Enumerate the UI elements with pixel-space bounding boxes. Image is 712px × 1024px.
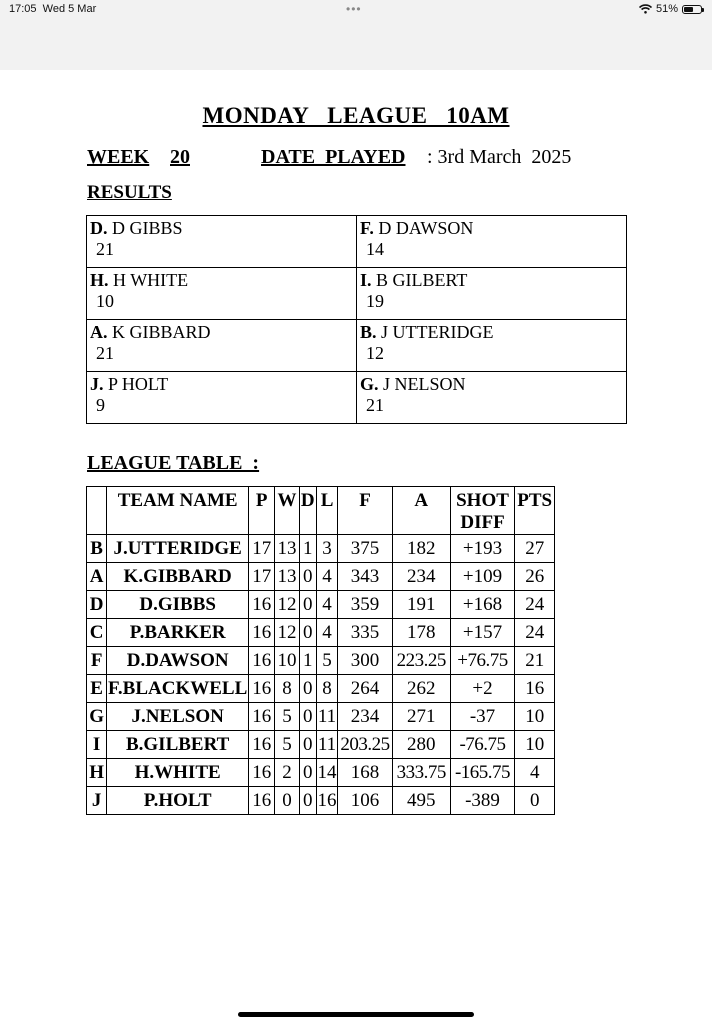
table-row — [87, 535, 555, 563]
cell-diff: +109 — [450, 563, 515, 591]
home-indicator[interactable] — [238, 1012, 474, 1017]
battery-percent: 51% — [655, 3, 678, 15]
cell-l: 14 — [316, 759, 337, 787]
document-title: MONDAY LEAGUE 10AM — [202, 103, 510, 128]
table-row — [87, 759, 555, 787]
cell-pts: 27 — [515, 535, 555, 563]
header-pos — [87, 487, 107, 535]
team-letter: F. — [360, 218, 374, 238]
table-row — [87, 619, 555, 647]
cell-l: 11 — [316, 703, 337, 731]
cell-p: 16 — [249, 731, 275, 759]
header-lost: L — [316, 487, 337, 535]
cell-team: D.DAWSON — [107, 647, 249, 675]
player-score: 19 — [366, 291, 384, 311]
cell-diff: -389 — [450, 787, 515, 815]
cell-f: 203.25 — [338, 731, 393, 759]
cell-w: 2 — [275, 759, 299, 787]
cell-l: 11 — [316, 731, 337, 759]
header-points: PTS — [515, 487, 555, 535]
cell-pts: 24 — [515, 619, 555, 647]
cell-a: 178 — [392, 619, 450, 647]
player-score: 14 — [366, 239, 384, 259]
team-letter: H. — [90, 270, 109, 290]
player-score: 21 — [96, 239, 114, 259]
cell-f: 300 — [338, 647, 393, 675]
status-time: 17:05 Wed 5 Mar — [9, 3, 97, 15]
table-row — [87, 563, 555, 591]
team-letter: G. — [360, 374, 379, 394]
cell-p: 16 — [249, 787, 275, 815]
cell-pts: 0 — [515, 787, 555, 815]
team-letter: A. — [90, 322, 108, 342]
cell-d: 1 — [299, 535, 316, 563]
cell-w: 10 — [275, 647, 299, 675]
league-table-heading: LEAGUE TABLE : — [87, 452, 260, 474]
status-indicators — [639, 3, 702, 15]
cell-a: 223.25 — [392, 647, 450, 675]
header-team-name: TEAM NAME — [107, 487, 249, 535]
table-row — [87, 591, 555, 619]
week-label: WEEK — [87, 146, 150, 168]
player-name: P HOLT — [108, 374, 169, 394]
header-won: W — [275, 487, 299, 535]
league-header-row — [87, 487, 555, 535]
cell-pts: 4 — [515, 759, 555, 787]
cell-a: 280 — [392, 731, 450, 759]
cell-pos: G — [87, 703, 107, 731]
player-name: H WHITE — [113, 270, 189, 290]
cell-pos: C — [87, 619, 107, 647]
cell-p: 16 — [249, 619, 275, 647]
table-row — [87, 703, 555, 731]
cell-w: 13 — [275, 535, 299, 563]
cell-a: 182 — [392, 535, 450, 563]
cell-a: 495 — [392, 787, 450, 815]
cell-pts: 16 — [515, 675, 555, 703]
cell-diff: -165.75 — [450, 759, 515, 787]
cell-d: 0 — [299, 787, 316, 815]
cell-p: 17 — [249, 563, 275, 591]
cell-w: 8 — [275, 675, 299, 703]
result-row — [87, 216, 627, 268]
cell-team: F.BLACKWELL — [107, 675, 249, 703]
cell-w: 5 — [275, 731, 299, 759]
results-table — [86, 215, 627, 424]
cell-d: 0 — [299, 619, 316, 647]
team-letter: D. — [90, 218, 108, 238]
result-away-cell — [357, 320, 627, 372]
cell-l: 3 — [316, 535, 337, 563]
table-row — [87, 787, 555, 815]
player-name: D DAWSON — [378, 218, 474, 238]
cell-f: 359 — [338, 591, 393, 619]
cell-pos: B — [87, 535, 107, 563]
player-score: 9 — [96, 395, 105, 415]
cell-f: 234 — [338, 703, 393, 731]
cell-diff: +193 — [450, 535, 515, 563]
cell-team: P.HOLT — [107, 787, 249, 815]
cell-w: 12 — [275, 591, 299, 619]
cell-pts: 21 — [515, 647, 555, 675]
cell-l: 4 — [316, 591, 337, 619]
table-row — [87, 675, 555, 703]
cell-pos: F — [87, 647, 107, 675]
player-score: 10 — [96, 291, 114, 311]
player-score: 21 — [366, 395, 384, 415]
cell-l: 4 — [316, 619, 337, 647]
header-shot-diff: SHOT DIFF — [450, 487, 515, 535]
result-away-cell — [357, 268, 627, 320]
date-played-label: DATE PLAYED — [261, 146, 406, 168]
date-played-value: : 3rd March 2025 — [427, 146, 572, 168]
multitasking-dots[interactable]: ••• — [346, 2, 362, 16]
cell-d: 0 — [299, 563, 316, 591]
cell-p: 16 — [249, 703, 275, 731]
cell-l: 4 — [316, 563, 337, 591]
cell-w: 0 — [275, 787, 299, 815]
cell-d: 0 — [299, 591, 316, 619]
week-number: 20 — [170, 146, 190, 168]
cell-p: 16 — [249, 647, 275, 675]
cell-d: 1 — [299, 647, 316, 675]
cell-w: 12 — [275, 619, 299, 647]
cell-pos: I — [87, 731, 107, 759]
team-letter: B. — [360, 322, 377, 342]
header-drawn: D — [299, 487, 316, 535]
team-letter: J. — [90, 374, 104, 394]
cell-a: 191 — [392, 591, 450, 619]
cell-pos: A — [87, 563, 107, 591]
cell-l: 8 — [316, 675, 337, 703]
result-home-cell — [87, 320, 357, 372]
result-away-cell — [357, 216, 627, 268]
cell-p: 16 — [249, 591, 275, 619]
cell-team: K.GIBBARD — [107, 563, 249, 591]
cell-l: 5 — [316, 647, 337, 675]
result-home-cell — [87, 268, 357, 320]
cell-d: 0 — [299, 731, 316, 759]
cell-team: B.GILBERT — [107, 731, 249, 759]
cell-w: 13 — [275, 563, 299, 591]
player-name: B GILBERT — [376, 270, 468, 290]
cell-f: 106 — [338, 787, 393, 815]
status-bar — [0, 0, 712, 70]
player-name: K GIBBARD — [112, 322, 211, 342]
cell-f: 343 — [338, 563, 393, 591]
cell-p: 17 — [249, 535, 275, 563]
header-against: A — [392, 487, 450, 535]
cell-pos: H — [87, 759, 107, 787]
cell-team: H.WHITE — [107, 759, 249, 787]
header-played: P — [249, 487, 275, 535]
cell-d: 0 — [299, 759, 316, 787]
cell-pos: E — [87, 675, 107, 703]
cell-diff: -37 — [450, 703, 515, 731]
table-row — [87, 647, 555, 675]
player-score: 12 — [366, 343, 384, 363]
result-home-cell — [87, 372, 357, 424]
cell-f: 168 — [338, 759, 393, 787]
cell-diff: +157 — [450, 619, 515, 647]
cell-a: 262 — [392, 675, 450, 703]
cell-team: J.UTTERIDGE — [107, 535, 249, 563]
table-row — [87, 731, 555, 759]
player-name: J UTTERIDGE — [381, 322, 494, 342]
cell-team: P.BARKER — [107, 619, 249, 647]
cell-p: 16 — [249, 675, 275, 703]
cell-pts: 26 — [515, 563, 555, 591]
cell-w: 5 — [275, 703, 299, 731]
cell-team: D.GIBBS — [107, 591, 249, 619]
cell-a: 333.75 — [392, 759, 450, 787]
cell-d: 0 — [299, 675, 316, 703]
league-table — [86, 486, 555, 815]
cell-a: 234 — [392, 563, 450, 591]
cell-a: 271 — [392, 703, 450, 731]
wifi-icon — [639, 4, 652, 14]
cell-team: J.NELSON — [107, 703, 249, 731]
results-heading: RESULTS — [87, 182, 172, 203]
player-score: 21 — [96, 343, 114, 363]
cell-diff: +76.75 — [450, 647, 515, 675]
player-name: D GIBBS — [112, 218, 183, 238]
cell-pts: 10 — [515, 731, 555, 759]
result-row — [87, 320, 627, 372]
cell-pos: J — [87, 787, 107, 815]
header-for: F — [338, 487, 393, 535]
team-letter: I. — [360, 270, 372, 290]
cell-pts: 24 — [515, 591, 555, 619]
cell-diff: -76.75 — [450, 731, 515, 759]
cell-f: 264 — [338, 675, 393, 703]
cell-f: 335 — [338, 619, 393, 647]
cell-p: 16 — [249, 759, 275, 787]
result-row — [87, 268, 627, 320]
battery-icon — [682, 5, 702, 14]
cell-pts: 10 — [515, 703, 555, 731]
result-home-cell — [87, 216, 357, 268]
result-row — [87, 372, 627, 424]
cell-l: 16 — [316, 787, 337, 815]
cell-diff: +2 — [450, 675, 515, 703]
cell-pos: D — [87, 591, 107, 619]
cell-diff: +168 — [450, 591, 515, 619]
result-away-cell — [357, 372, 627, 424]
cell-d: 0 — [299, 703, 316, 731]
player-name: J NELSON — [383, 374, 466, 394]
cell-f: 375 — [338, 535, 393, 563]
